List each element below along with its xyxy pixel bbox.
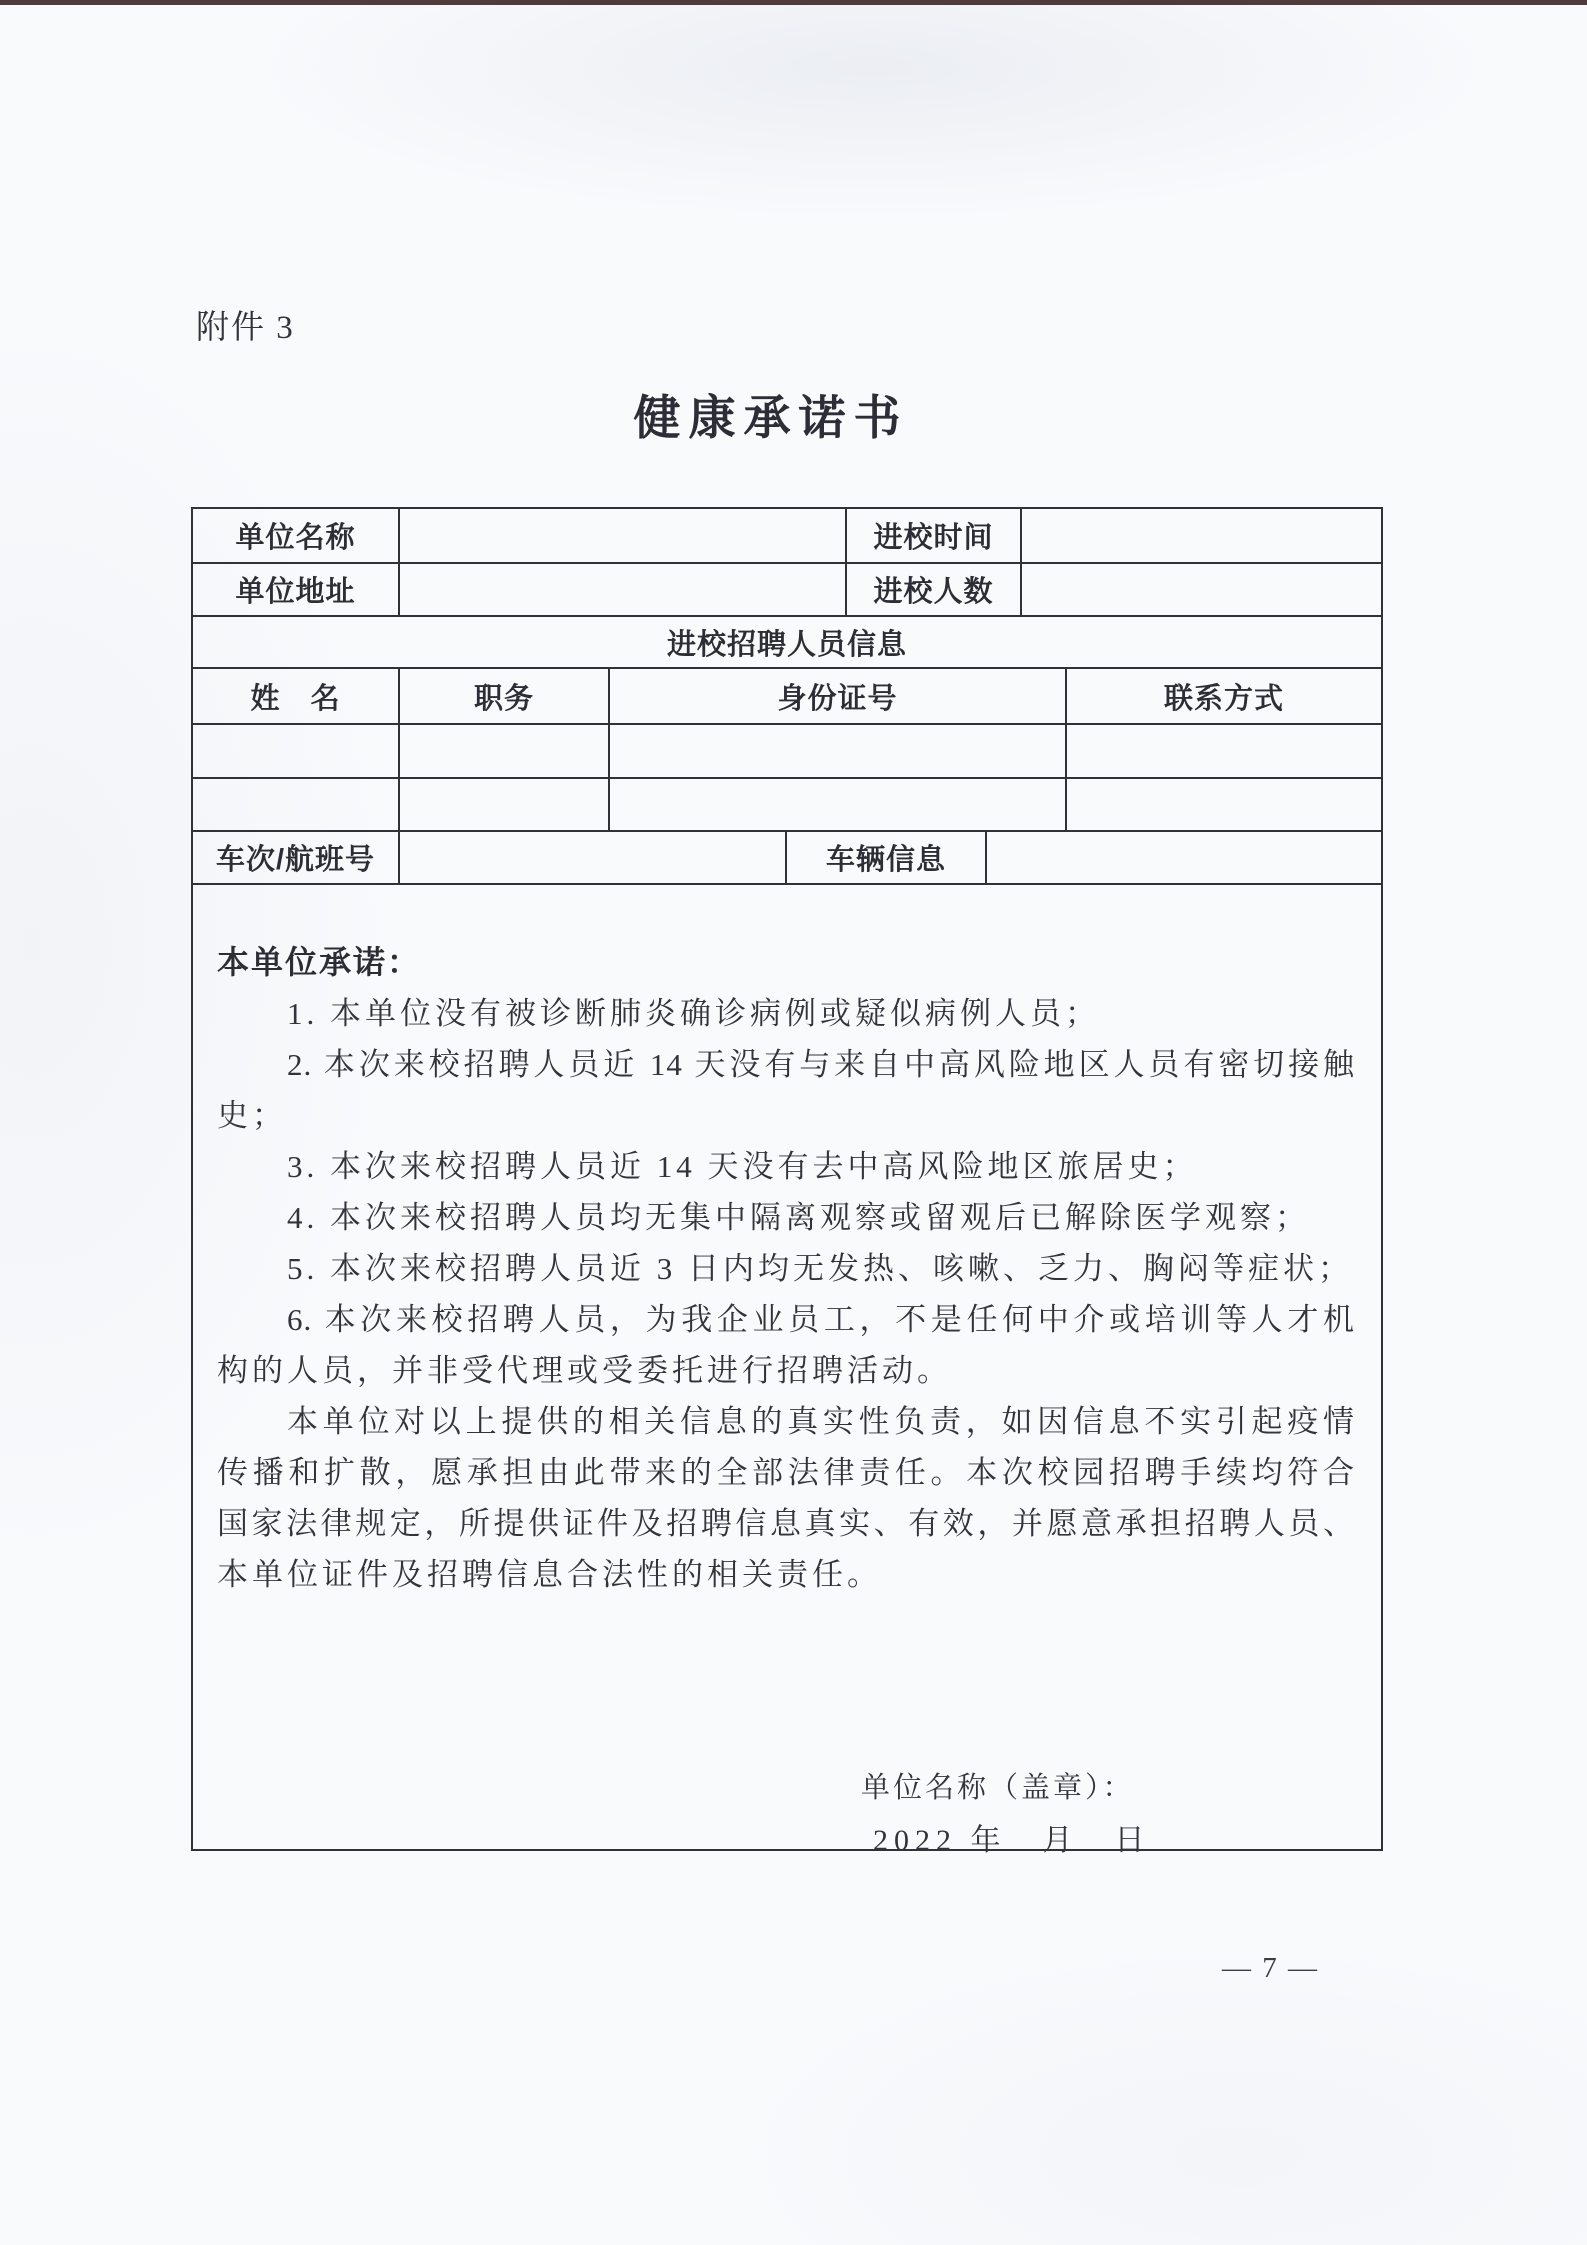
train-flight-field-cell — [400, 832, 787, 883]
table-row — [193, 779, 1381, 832]
vehicle-info-label: 车辆信息 — [787, 832, 987, 883]
entry-time-label: 进校时间 — [847, 509, 1022, 562]
page-number: — 7 — — [1222, 1952, 1319, 1984]
commitment-line-4: 3. 本次来校招聘人员近 14 天没有去中高风险地区旅居史； — [287, 1149, 1198, 1184]
commitment-line-6: 5. 本次来校招聘人员近 3 日内均无发热、咳嗽、乏力、胸闷等症状； — [287, 1251, 1353, 1286]
entry-time-field-cell — [1022, 509, 1381, 562]
commitment-line-2: 2. 本次来校招聘人员近 14 天没有与来自中高风险地区人员有密切接触 — [287, 1047, 1355, 1082]
entry-count-field-cell — [1022, 564, 1381, 615]
name-field-cell — [193, 779, 400, 830]
commitment-line-3: 史； — [217, 1098, 287, 1133]
id-number-field-cell — [610, 725, 1067, 777]
commitment-section — [193, 885, 1381, 1857]
column-header-name: 姓 名 — [193, 669, 400, 723]
column-header-position: 职务 — [400, 669, 610, 723]
unit-address-field-cell — [400, 564, 847, 615]
commitment-line-9: 本单位对以上提供的相关信息的真实性负责，如因信息不实引起疫情 — [287, 1404, 1355, 1439]
attachment-label: 附件 3 — [196, 310, 295, 346]
commitment-line-7: 6. 本次来校招聘人员，为我企业员工，不是任何中介或培训等人才机 — [287, 1302, 1355, 1337]
position-field-cell — [400, 779, 610, 830]
seal-label: 单位名称（盖章）： — [861, 1772, 1135, 1804]
unit-name-field-cell — [400, 509, 847, 562]
date-line: 2022 年 月 日 — [873, 1824, 1151, 1857]
commitment-line-12: 本单位证件及招聘信息合法性的相关责任。 — [217, 1557, 882, 1592]
train-flight-label: 车次/航班号 — [193, 832, 400, 883]
commitment-heading: 本单位承诺： — [217, 944, 422, 980]
table-row — [193, 509, 1381, 564]
table-row — [193, 725, 1381, 779]
column-header-contact: 联系方式 — [1163, 682, 1284, 715]
table-header-row — [193, 669, 1381, 725]
scan-edge-artifact — [0, 0, 1587, 5]
table-row — [193, 832, 1381, 885]
commitment-line-1: 1. 本单位没有被诊断肺炎确诊病例或疑似病例人员； — [287, 996, 1100, 1031]
commitment-line-11: 国家法律规定，所提供证件及招聘信息真实、有效，并愿意承担招聘人员、 — [217, 1506, 1355, 1541]
position-field-cell — [400, 725, 610, 777]
id-number-field-cell — [610, 779, 1067, 830]
commitment-line-5: 4. 本次来校招聘人员均无集中隔离观察或留观后已解除医学观察； — [287, 1200, 1310, 1235]
page-title: 健康承诺书 — [633, 393, 909, 445]
vehicle-info-field-cell — [987, 832, 1381, 883]
commitment-line-10: 传播和扩散，愿承担由此带来的全部法律责任。本次校园招聘手续均符合 — [217, 1455, 1355, 1490]
health-form-table — [191, 507, 1383, 1857]
column-header-id-number: 身份证号 — [610, 669, 1067, 723]
commitment-line-8: 构的人员，并非受代理或受委托进行招聘活动。 — [217, 1353, 952, 1388]
recruiter-info-section-header: 进校招聘人员信息 — [666, 628, 907, 661]
contact-field-cell — [1067, 779, 1381, 830]
signature-block — [861, 1760, 1151, 1866]
table-row — [193, 617, 1381, 669]
contact-field-cell — [1067, 725, 1381, 777]
name-field-cell — [193, 725, 400, 777]
entry-count-label: 进校人数 — [847, 564, 1022, 615]
table-row — [193, 564, 1381, 617]
unit-name-label: 单位名称 — [193, 509, 400, 562]
unit-address-label: 单位地址 — [193, 564, 400, 615]
